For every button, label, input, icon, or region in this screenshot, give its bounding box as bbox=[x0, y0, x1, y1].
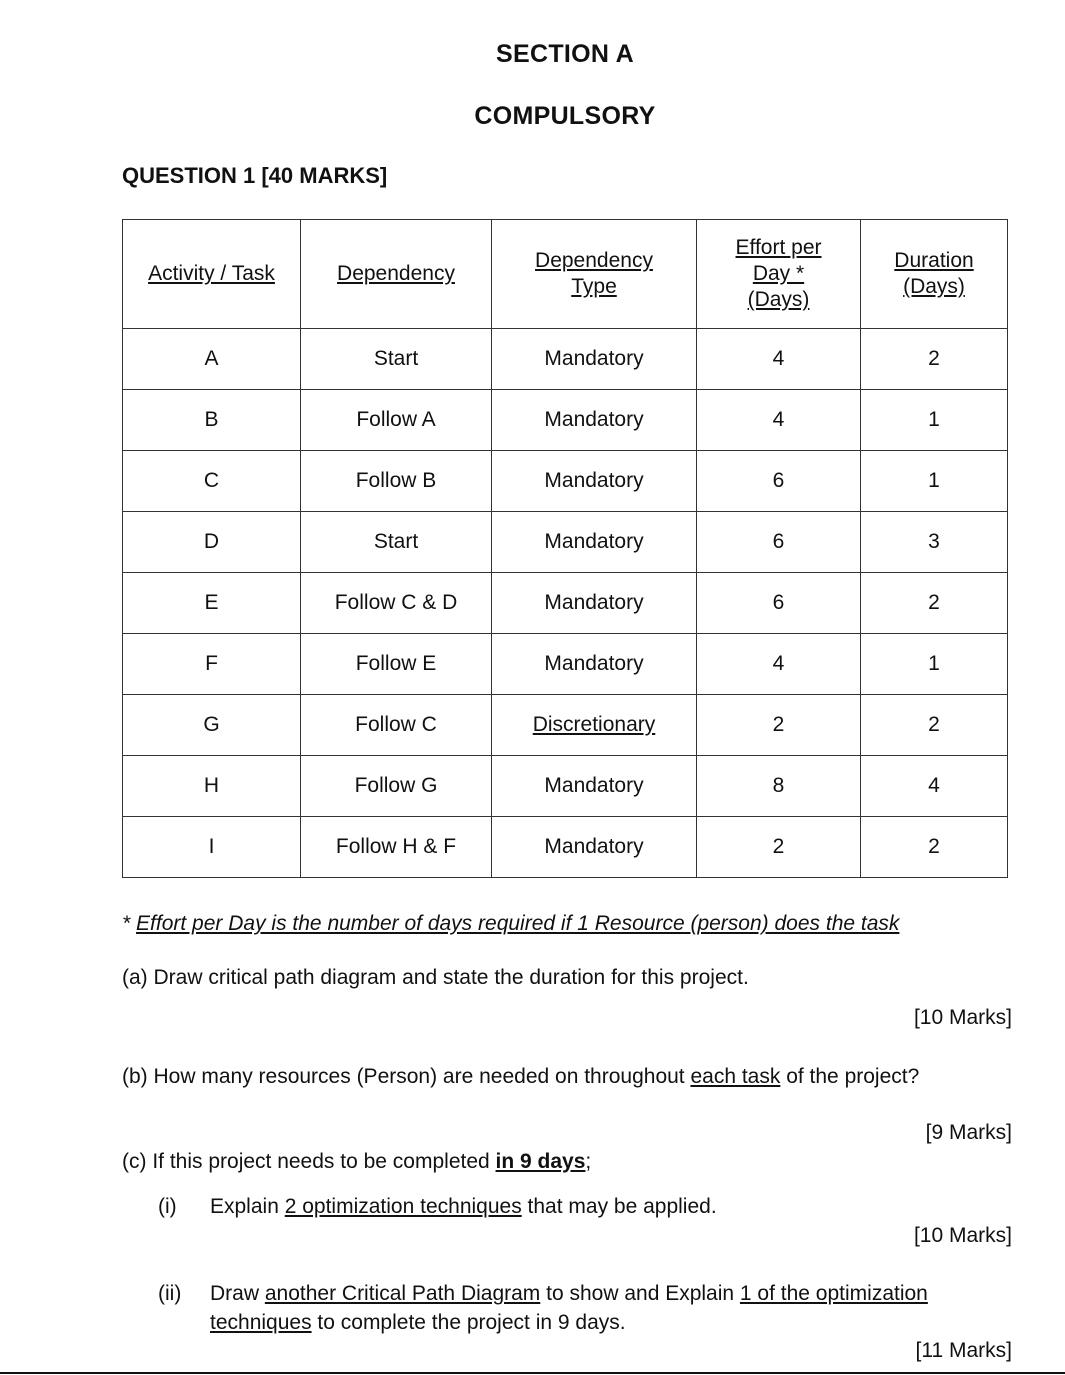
footnote-text: Effort per Day is the number of days required if 1 Resource (person) does the task bbox=[136, 912, 900, 935]
cell-activity: H bbox=[123, 756, 301, 817]
cell-activity: A bbox=[123, 329, 301, 390]
cell-type: Mandatory bbox=[492, 329, 697, 390]
question-c-i-text-end: that may be applied. bbox=[521, 1195, 717, 1218]
question-c-ii-emphasis-2: 1 of the optimization bbox=[739, 1282, 928, 1305]
table-row bbox=[123, 695, 1008, 756]
question-b-marks: [9 Marks] bbox=[925, 1121, 1012, 1144]
cell-effort: 4 bbox=[697, 634, 861, 695]
cell-effort: 6 bbox=[697, 451, 861, 512]
cell-dependency: Follow B bbox=[301, 451, 492, 512]
question-c-ii-emphasis-3: techniques bbox=[210, 1311, 312, 1334]
cell-effort: 6 bbox=[697, 512, 861, 573]
question-c-i-emphasis: 2 optimization techniques bbox=[284, 1195, 522, 1218]
question-title: QUESTION 1 [40 MARKS] bbox=[122, 163, 388, 188]
cell-activity: D bbox=[123, 512, 301, 573]
cell-dependency: Follow C bbox=[301, 695, 492, 756]
cell-type: Mandatory bbox=[492, 634, 697, 695]
cell-type: Mandatory bbox=[492, 756, 697, 817]
cell-activity: E bbox=[123, 573, 301, 634]
table-row bbox=[123, 634, 1008, 695]
cell-activity: C bbox=[123, 451, 301, 512]
cell-activity: G bbox=[123, 695, 301, 756]
footnote-star: * bbox=[122, 912, 131, 935]
cell-duration: 2 bbox=[861, 695, 1008, 756]
cell-type: Mandatory bbox=[492, 573, 697, 634]
table-row bbox=[123, 817, 1008, 878]
question-c-ii-line1 bbox=[210, 1282, 928, 1306]
compulsory-subtitle: COMPULSORY bbox=[474, 102, 656, 130]
question-c-i-marks: [10 Marks] bbox=[913, 1224, 1012, 1247]
cell-duration: 1 bbox=[861, 451, 1008, 512]
cell-duration: 4 bbox=[861, 756, 1008, 817]
header-effort-per-day: Effort per Day * (Days) bbox=[697, 220, 861, 329]
cell-dependency: Follow G bbox=[301, 756, 492, 817]
cell-duration: 2 bbox=[861, 817, 1008, 878]
cell-dependency: Follow C & D bbox=[301, 573, 492, 634]
cell-dependency: Start bbox=[301, 329, 492, 390]
table-row bbox=[123, 329, 1008, 390]
effort-footnote bbox=[122, 912, 899, 936]
cell-duration: 1 bbox=[861, 390, 1008, 451]
cell-type: Mandatory bbox=[492, 390, 697, 451]
cell-activity: I bbox=[123, 817, 301, 878]
question-b-text-end: of the project? bbox=[780, 1065, 920, 1088]
cell-duration: 2 bbox=[861, 329, 1008, 390]
header-activity: Activity / Task bbox=[123, 220, 301, 329]
question-c-i bbox=[210, 1195, 717, 1219]
question-c-ii-text-start: Draw bbox=[210, 1282, 265, 1305]
question-a: (a) Draw critical path diagram and state the duration for this project. bbox=[122, 966, 749, 989]
question-c-emphasis: in 9 days bbox=[495, 1150, 586, 1173]
table-row bbox=[123, 512, 1008, 573]
cell-effort: 6 bbox=[697, 573, 861, 634]
question-c-ii-label: (ii) bbox=[158, 1282, 182, 1305]
question-c-text-start: (c) If this project needs to be completed bbox=[122, 1150, 496, 1173]
table-row bbox=[123, 390, 1008, 451]
section-title: SECTION A bbox=[496, 40, 634, 68]
cell-type: Discretionary bbox=[492, 695, 697, 756]
table-header-row bbox=[123, 220, 1008, 329]
question-b-emphasis: each task bbox=[690, 1065, 781, 1088]
question-c-text-end: ; bbox=[585, 1150, 592, 1173]
cell-effort: 8 bbox=[697, 756, 861, 817]
question-c-ii-text-end: to complete the project in 9 days. bbox=[311, 1311, 626, 1334]
question-c bbox=[122, 1150, 591, 1174]
question-c-ii-marks: [11 Marks] bbox=[915, 1339, 1012, 1362]
cell-dependency: Follow H & F bbox=[301, 817, 492, 878]
table-row bbox=[123, 451, 1008, 512]
cell-type: Mandatory bbox=[492, 451, 697, 512]
question-c-ii-emphasis-1: another Critical Path Diagram bbox=[264, 1282, 541, 1305]
cell-effort: 2 bbox=[697, 695, 861, 756]
header-duration: Duration (Days) bbox=[861, 220, 1008, 329]
header-dependency-type: Dependency Type bbox=[492, 220, 697, 329]
cell-activity: F bbox=[123, 634, 301, 695]
question-b bbox=[122, 1065, 919, 1089]
cell-dependency: Follow A bbox=[301, 390, 492, 451]
question-c-i-text-start: Explain bbox=[210, 1195, 285, 1218]
header-dependency: Dependency bbox=[301, 220, 492, 329]
page-bottom-rule bbox=[0, 1372, 1065, 1374]
cell-type: Mandatory bbox=[492, 817, 697, 878]
table-row bbox=[123, 756, 1008, 817]
question-a-marks: [10 Marks] bbox=[913, 1006, 1012, 1029]
cell-effort: 4 bbox=[697, 390, 861, 451]
cell-effort: 2 bbox=[697, 817, 861, 878]
question-b-text-start: (b) How many resources (Person) are needed on throughout bbox=[122, 1065, 691, 1088]
cell-dependency: Follow E bbox=[301, 634, 492, 695]
cell-dependency: Start bbox=[301, 512, 492, 573]
question-c-ii-line2 bbox=[210, 1311, 626, 1335]
cell-effort: 4 bbox=[697, 329, 861, 390]
cell-activity: B bbox=[123, 390, 301, 451]
cell-duration: 3 bbox=[861, 512, 1008, 573]
question-c-i-label: (i) bbox=[158, 1195, 177, 1218]
cell-duration: 1 bbox=[861, 634, 1008, 695]
cell-duration: 2 bbox=[861, 573, 1008, 634]
task-table bbox=[122, 219, 1008, 878]
table-row bbox=[123, 573, 1008, 634]
cell-type: Mandatory bbox=[492, 512, 697, 573]
question-c-ii-text-mid: to show and Explain bbox=[540, 1282, 740, 1305]
